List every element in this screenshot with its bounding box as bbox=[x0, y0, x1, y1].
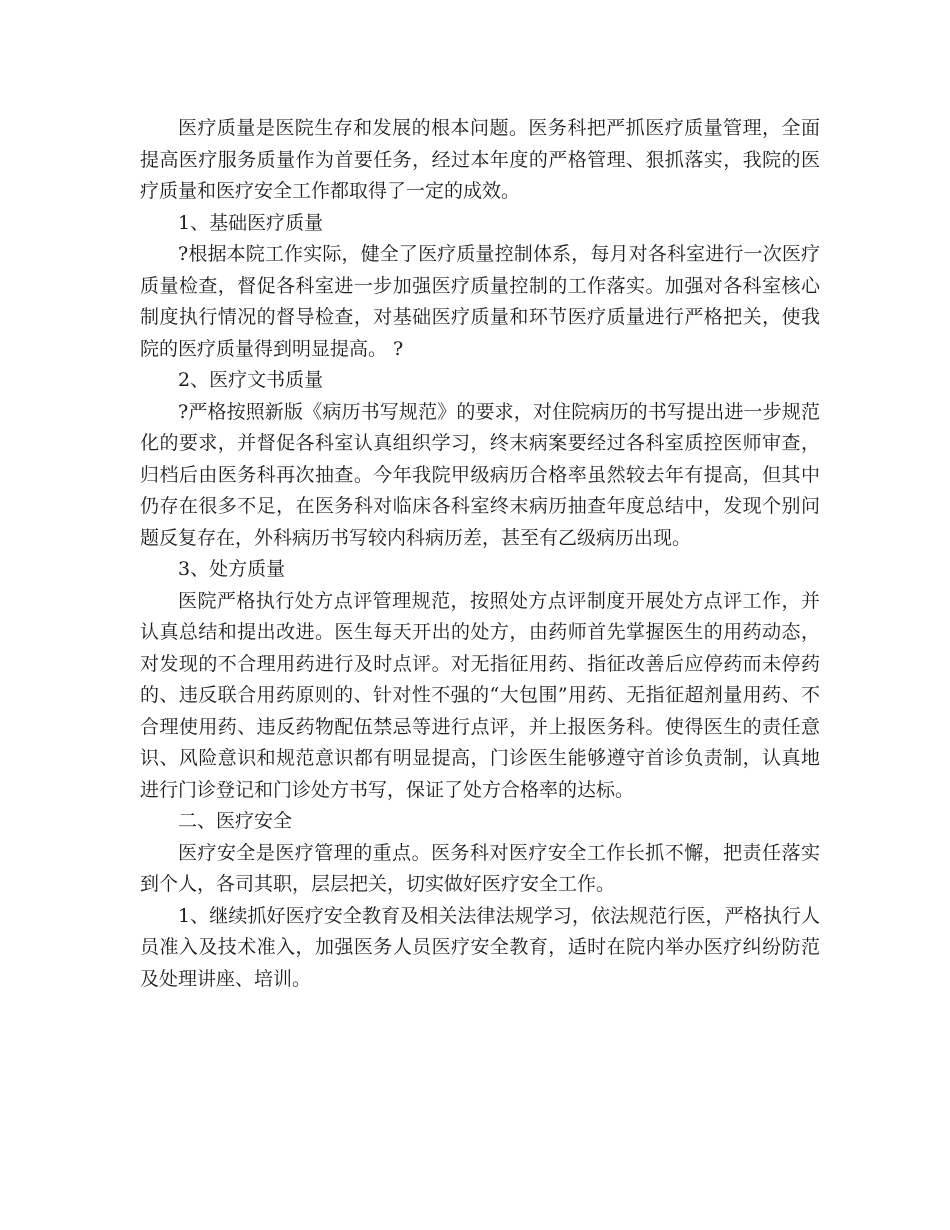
document-body bbox=[140, 113, 820, 995]
section-heading-document-quality: 2、医疗文书质量 bbox=[178, 369, 324, 391]
prescription-quality-paragraph: 医院严格执行处方点评管理规范，按照处方点评制度开展处方点评工作，并认真总结和提出改进。医生每天开出的处方，由药师首先掌握医生的用药动态，对发现的不合理用药进行及时点评。对无指征用药、指征改善后应停药而未停药的、违反联合用药原则的、针对性不强的“大包围”用药、无指征超剂量用药、不合理使用药、违反药物配伍禁忌等进行点评，并上报医务科。使得医生的责任意识、风险意识和规范意识都有明显提高，门诊医生能够遵守首诊负责制，认真地进行门诊登记和门诊处方书写，保证了处方合格率的达标。 bbox=[140, 589, 820, 801]
section-heading-basic-quality: 1、基础医疗质量 bbox=[178, 211, 324, 234]
document-quality-paragraph: ?严格按照新版《病历书写规范》的要求，对住院病历的书写提出进一步规范化的要求，并督促各科室认真组织学习，终末病案要经过各科室质控医师审查，归档后由医务科再次抽查。今年我院甲级病历合格率虽然较去年有提高，但其中仍存在很多不足，在医务科对临床各科室终末病历抽查年度总结中，发现个别问题反复存在，外科病历书写较内科病历差，甚至有乙级病历出现。 bbox=[140, 400, 820, 549]
section-heading-prescription-quality: 3、处方质量 bbox=[178, 558, 286, 580]
basic-quality-paragraph: ?根据本院工作实际，健全了医疗质量控制体系，每月对各科室进行一次医疗质量检查，督促各科室进一步加强医疗质量控制的工作落实。加强对各科室核心制度执行情况的督导检查，对基础医疗质量和环节医疗质量进行严格把关，使我院的医疗质量得到明显提高。 ? bbox=[140, 243, 820, 360]
safety-item-1-paragraph: 1、继续抓好医疗安全教育及相关法律法规学习，依法规范行医，严格执行人员准入及技术准入，加强医务人员医疗安全教育，适时在院内举办医疗纠纷防范及处理讲座、培训。 bbox=[140, 904, 820, 990]
medical-safety-paragraph: 医疗安全是医疗管理的重点。医务科对医疗安全工作长抓不懈，把责任落实到个人，各司其职，层层把关，切实做好医疗安全工作。 bbox=[140, 841, 820, 895]
intro-paragraph: 医疗质量是医院生存和发展的根本问题。医务科把严抓医疗质量管理，全面提高医疗服务质量作为首要任务，经过本年度的严格管理、狠抓落实，我院的医疗质量和医疗安全工作都取得了一定的成效。 bbox=[140, 117, 820, 202]
section-heading-medical-safety: 二、医疗安全 bbox=[178, 810, 293, 832]
